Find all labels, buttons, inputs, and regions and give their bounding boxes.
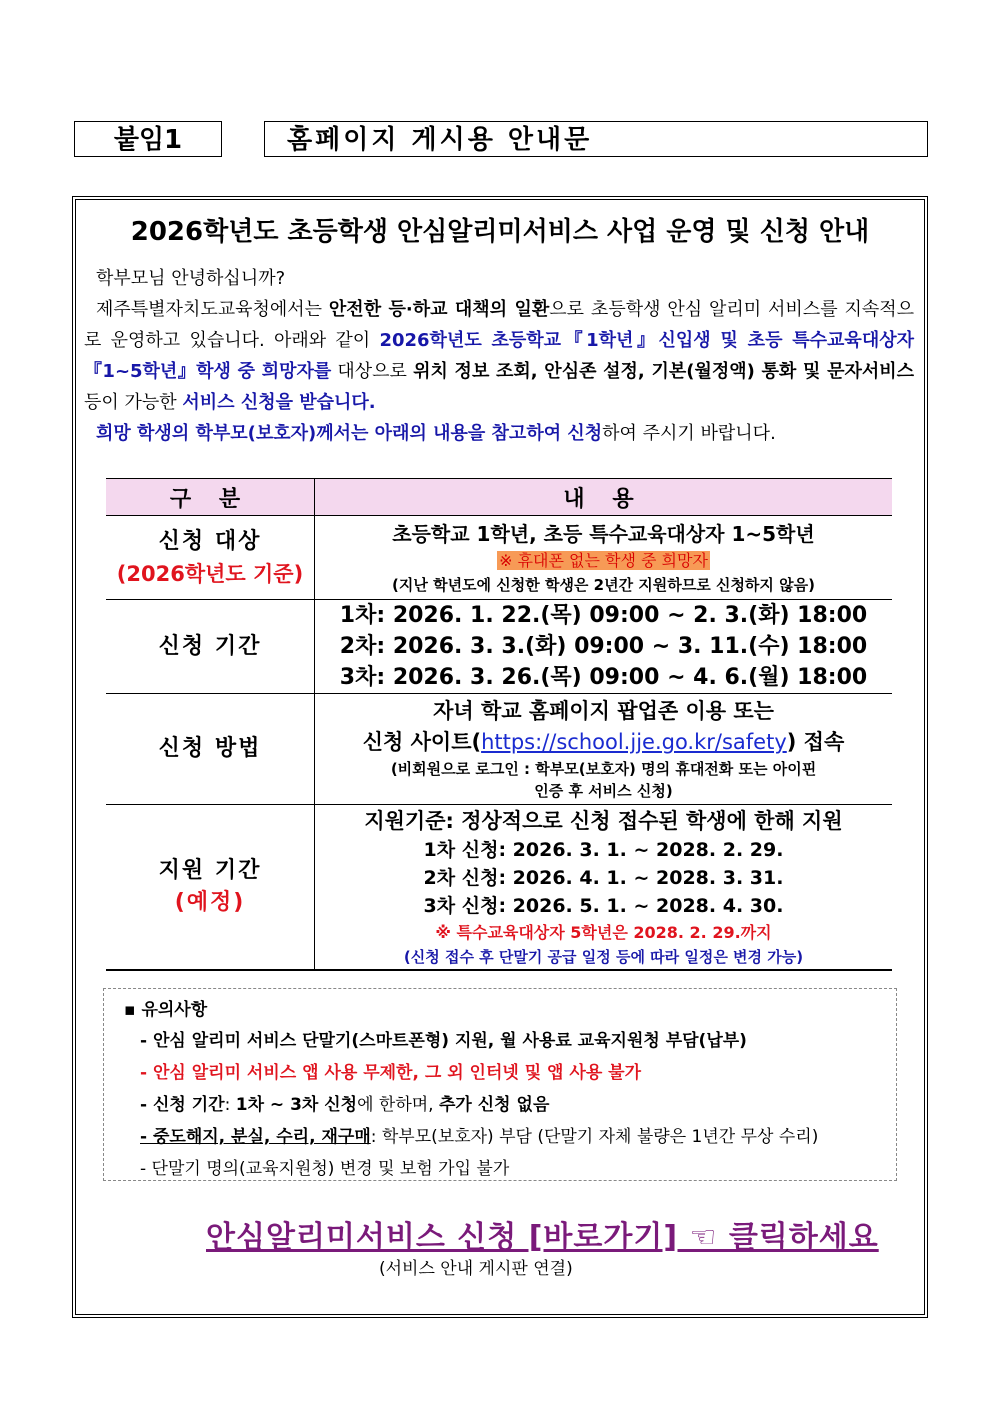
row-period xyxy=(106,600,892,694)
header-category: 구 분 xyxy=(106,479,315,516)
note-3a: - 신청 기간 xyxy=(140,1095,225,1115)
row-period-content xyxy=(315,600,893,694)
attachment-badge: 붙임1 xyxy=(74,121,222,157)
intro-text-2a: 희망 학생의 학부모(보호자)께서는 아래의 내용을 참고하여 신청 xyxy=(96,423,603,444)
row-method-category: 신청 방법 xyxy=(106,694,315,805)
intro-text-1b: 안전한 등·하교 대책의 일환 xyxy=(328,299,550,320)
row-method xyxy=(106,694,892,805)
note-item-1: - 안심 알리미 서비스 단말기(스마트폰형) 지원, 월 사용료 교육지원청 부담(납부) xyxy=(140,1031,747,1051)
intro-paragraph-1 xyxy=(84,294,914,418)
method-line-1: 자녀 학교 홈페이지 팝업존 이용 또는 xyxy=(433,699,774,723)
row-support xyxy=(106,805,892,970)
intro-text-1f: 위치 정보 조회, 안심존 설정, 기본(월정액) 통화 및 문자서비스 xyxy=(413,361,915,382)
target-label: 신청 대상 xyxy=(158,528,262,554)
method-line-2 xyxy=(315,726,892,758)
support-criteria: 지원기준: 정상적으로 신청 접수된 학생에 한해 지원 xyxy=(364,808,843,833)
method-line-2a: 신청 사이트( xyxy=(362,730,482,754)
intro-text-1d: 2026학년도 초등학교『1학년』신입생 및 초등 특수교육대상자『1~5학년』학생 중 희망자를 xyxy=(84,330,914,382)
method-line-2b: ) 접속 xyxy=(786,730,845,754)
note-3d: 에 한하며, xyxy=(357,1095,439,1115)
row-period-category: 신청 기간 xyxy=(106,600,315,694)
note-item-3 xyxy=(124,1089,896,1121)
target-line: 초등학교 1학년, 초등 특수교육대상자 1~5학년 xyxy=(392,521,815,546)
method-note-1: (비회원으로 로그인 : 학부모(보호자) 명의 휴대전화 또는 아이핀 xyxy=(390,760,817,778)
target-basis: (2026학년도 기준) xyxy=(116,561,304,586)
period-3: 3차: 2026. 3. 26.(목) 09:00 ~ 4. 6.(월) 18:00 xyxy=(339,665,868,690)
note-3b: : xyxy=(224,1095,236,1115)
greeting: 학부모님 안녕하십니까? xyxy=(96,268,286,289)
notice-title: 2026학년도 초등학생 안심알리미서비스 사업 운영 및 신청 안내 xyxy=(130,217,870,247)
cta-subtitle: (서비스 안내 게시판 연결) xyxy=(379,1259,573,1279)
notes-title: ▪ 유의사항 xyxy=(124,1000,208,1020)
intro-paragraph-2 xyxy=(84,418,914,449)
apply-shortcut-link[interactable]: 안심알리미서비스 신청 [바로가기] ☜ 클릭하세요 xyxy=(206,1220,879,1255)
intro-text-1c: 으로 초등학생 안심 알리미 서비스를 지속적으로 운영하고 있습니다. 아래와 같이 xyxy=(84,299,915,351)
note-item-2: - 안심 알리미 서비스 앱 사용 무제한, 그 외 인터넷 및 앱 사용 불가 xyxy=(140,1063,642,1083)
intro-text xyxy=(84,263,914,449)
support-label: 지원 기간 xyxy=(158,857,262,883)
row-method-content xyxy=(315,694,893,805)
safety-site-link[interactable]: https://school.jje.go.kr/safety xyxy=(481,730,787,754)
row-target-category xyxy=(106,516,315,600)
note-item-5: - 단말기 명의(교육지원청) 변경 및 보험 가입 불가 xyxy=(140,1159,510,1179)
row-target xyxy=(106,516,892,600)
row-support-category xyxy=(106,805,315,970)
support-period-3: 3차 신청: 2026. 5. 1. ~ 2028. 4. 30. xyxy=(423,894,784,917)
header-content: 내 용 xyxy=(315,479,893,516)
intro-text-1h: 서비스 신청을 받습니다. xyxy=(182,392,376,413)
info-table xyxy=(106,478,892,971)
support-period-2: 2차 신청: 2026. 4. 1. ~ 2028. 3. 31. xyxy=(423,866,784,889)
notes-box xyxy=(103,988,897,1181)
period-1: 1차: 2026. 1. 22.(목) 09:00 ~ 2. 3.(화) 18:00 xyxy=(339,603,868,628)
row-support-content xyxy=(315,805,893,970)
support-red-note: ※ 특수교육대상자 5학년은 2028. 2. 29.까지 xyxy=(435,922,772,942)
table-header-row xyxy=(106,479,892,516)
intro-text-1g: 등이 가능한 xyxy=(84,392,183,413)
support-blue-note: (신청 접수 후 단말기 공급 일정 등에 따라 일정은 변경 가능) xyxy=(403,947,804,966)
header-title: 홈페이지 게시용 안내문 xyxy=(264,121,928,157)
method-note-2: 인증 후 서비스 신청) xyxy=(534,782,673,800)
note-3e: 추가 신청 없음 xyxy=(439,1095,550,1115)
note-3c: 1차 ~ 3차 신청 xyxy=(235,1095,358,1115)
period-2: 2차: 2026. 3. 3.(화) 09:00 ~ 3. 11.(수) 18:00 xyxy=(339,634,868,659)
intro-text-2b: 하여 주시기 바랍니다. xyxy=(602,423,776,444)
support-planned: (예정) xyxy=(174,889,246,915)
target-highlight: ※ 휴대폰 없는 학생 중 희망자 xyxy=(499,550,708,570)
note-4b: : 학부모(보호자) 부담 (단말기 자체 불량은 1년간 무상 수리) xyxy=(370,1127,819,1147)
target-note: (지난 학년도에 신청한 학생은 2년간 지원하므로 신청하지 않음) xyxy=(392,575,815,594)
row-target-content xyxy=(315,516,893,600)
note-item-4 xyxy=(124,1121,896,1153)
note-4a: - 중도해지, 분실, 수리, 재구매 xyxy=(140,1127,371,1147)
intro-text-1e: 대상으로 xyxy=(331,361,414,382)
support-period-1: 1차 신청: 2026. 3. 1. ~ 2028. 2. 29. xyxy=(423,838,784,861)
intro-text-1a: 제주특별자치도교육청에서는 xyxy=(96,299,329,320)
